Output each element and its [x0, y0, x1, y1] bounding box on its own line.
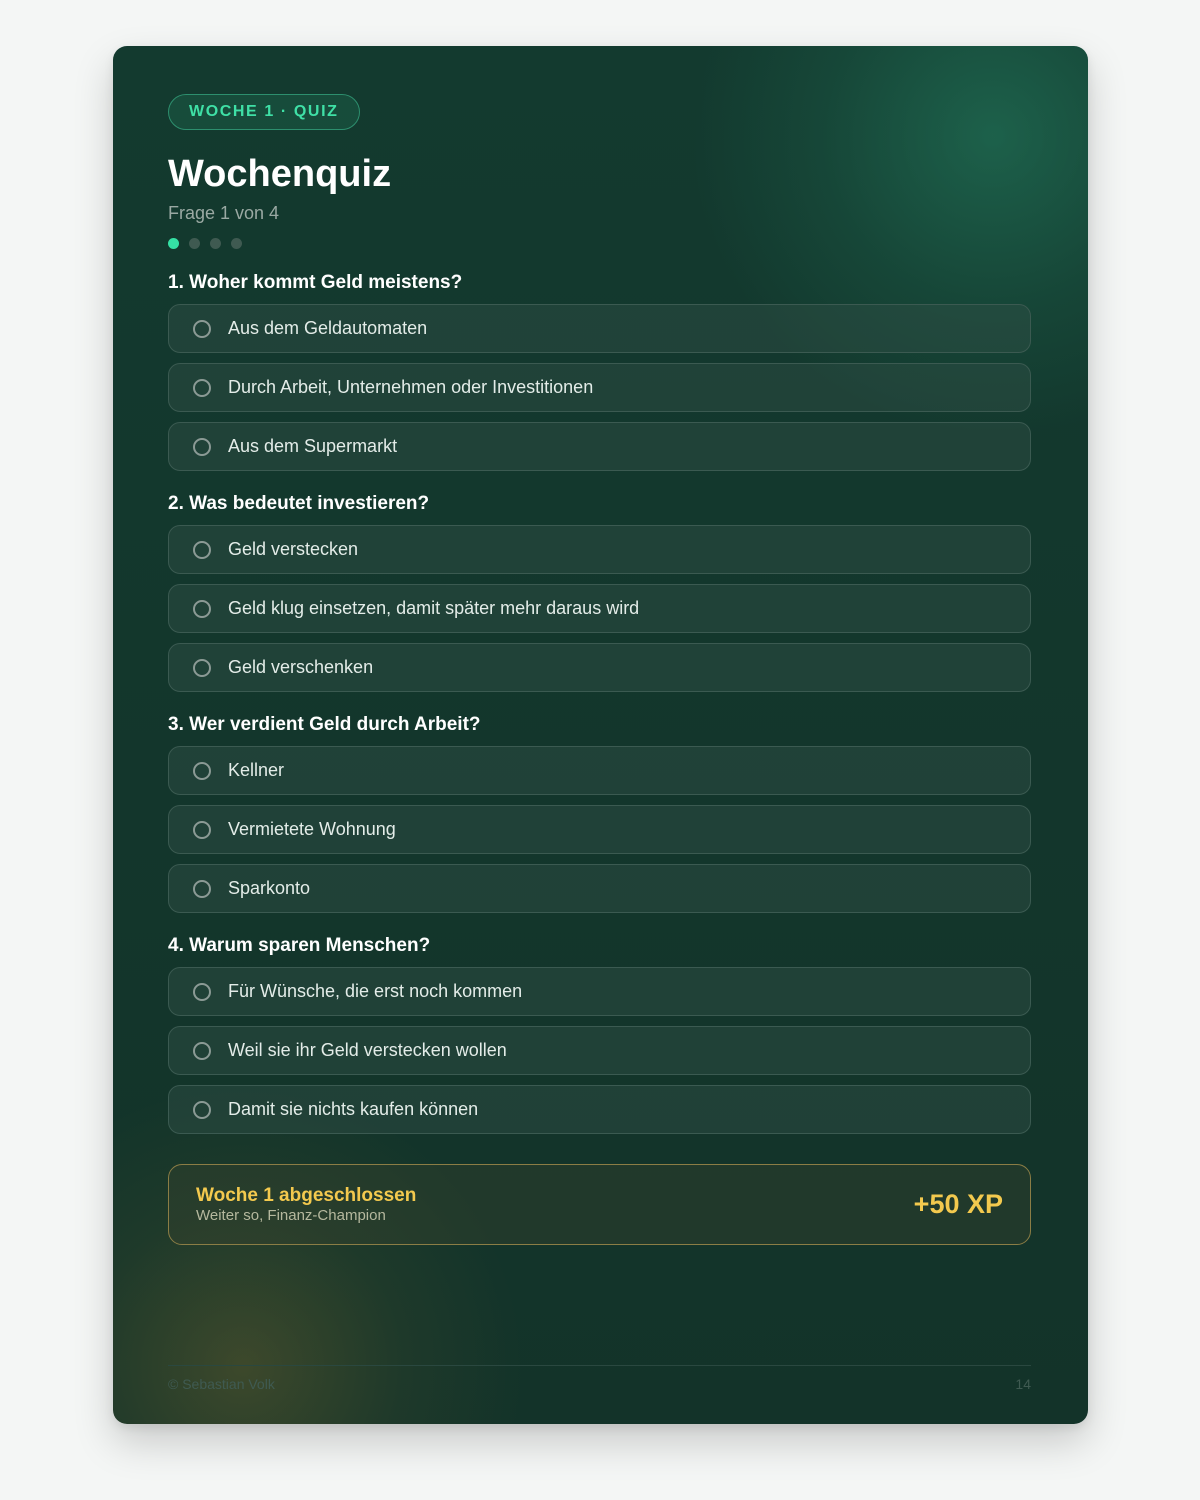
achievement-text: [196, 1185, 416, 1225]
progress-dot-icon: [168, 238, 179, 249]
week-badge: WOCHE 1 · QUIZ: [168, 94, 360, 130]
radio-unchecked-icon[interactable]: [193, 438, 211, 456]
achievement-banner: [168, 1164, 1031, 1245]
question-4: 4. Warum sparen Menschen?: [168, 935, 431, 956]
question-3-options: [168, 746, 1031, 913]
answer-option[interactable]: [168, 584, 1031, 633]
answer-option[interactable]: [168, 746, 1031, 795]
answer-label: Durch Arbeit, Unternehmen oder Investitionen: [228, 377, 594, 397]
answer-label: Geld klug einsetzen, damit später mehr daraus wird: [228, 598, 640, 618]
radio-unchecked-icon[interactable]: [193, 379, 211, 397]
answer-option[interactable]: [168, 363, 1031, 412]
question-1: 1. Woher kommt Geld meistens?: [168, 272, 463, 293]
page-footer: [168, 1365, 1031, 1392]
page-number: 14: [1015, 1376, 1031, 1392]
radio-unchecked-icon[interactable]: [193, 983, 211, 1001]
answer-label: Damit sie nichts kaufen können: [228, 1099, 479, 1119]
answer-option[interactable]: [168, 643, 1031, 692]
answer-option[interactable]: [168, 805, 1031, 854]
answer-label: Kellner: [228, 760, 285, 780]
page-title: Wochenquiz: [168, 153, 392, 195]
question-4-options: [168, 967, 1031, 1134]
progress-dots: [168, 238, 1031, 250]
radio-unchecked-icon[interactable]: [193, 541, 211, 559]
copyright: © Sebastian Volk: [168, 1376, 275, 1392]
progress-dot-icon: [231, 238, 242, 249]
quiz-card: [113, 46, 1088, 1424]
answer-option[interactable]: [168, 1026, 1031, 1075]
answer-label: Sparkonto: [228, 878, 311, 898]
answer-option[interactable]: [168, 864, 1031, 913]
answer-option[interactable]: [168, 967, 1031, 1016]
question-3: 3. Wer verdient Geld durch Arbeit?: [168, 714, 481, 735]
answer-label: Für Wünsche, die erst noch kommen: [228, 981, 523, 1001]
achievement-title: Woche 1 abgeschlossen: [196, 1184, 417, 1206]
radio-unchecked-icon[interactable]: [193, 762, 211, 780]
answer-label: Weil sie ihr Geld verstecken wollen: [228, 1040, 507, 1060]
radio-unchecked-icon[interactable]: [193, 320, 211, 338]
question-1-options: [168, 304, 1031, 471]
achievement-subtitle: Weiter so, Finanz-Champion: [196, 1206, 386, 1224]
question-2: 2. Was bedeutet investieren?: [168, 493, 430, 514]
radio-unchecked-icon[interactable]: [193, 1042, 211, 1060]
question-counter: Frage 1 von 4: [168, 203, 280, 223]
answer-option[interactable]: [168, 304, 1031, 353]
radio-unchecked-icon[interactable]: [193, 600, 211, 618]
question-2-options: [168, 525, 1031, 692]
answer-label: Aus dem Supermarkt: [228, 436, 398, 456]
radio-unchecked-icon[interactable]: [193, 821, 211, 839]
quiz-content: [168, 94, 1031, 1245]
answer-label: Aus dem Geldautomaten: [228, 318, 428, 338]
progress-dot-icon: [189, 238, 200, 249]
answer-label: Vermietete Wohnung: [228, 819, 396, 839]
answer-option[interactable]: [168, 525, 1031, 574]
xp-reward: +50 XP: [913, 1189, 1003, 1219]
radio-unchecked-icon[interactable]: [193, 1101, 211, 1119]
answer-label: Geld verstecken: [228, 539, 359, 559]
progress-dot-icon: [210, 238, 221, 249]
answer-label: Geld verschenken: [228, 657, 374, 677]
radio-unchecked-icon[interactable]: [193, 659, 211, 677]
answer-option[interactable]: [168, 422, 1031, 471]
answer-option[interactable]: [168, 1085, 1031, 1134]
radio-unchecked-icon[interactable]: [193, 880, 211, 898]
